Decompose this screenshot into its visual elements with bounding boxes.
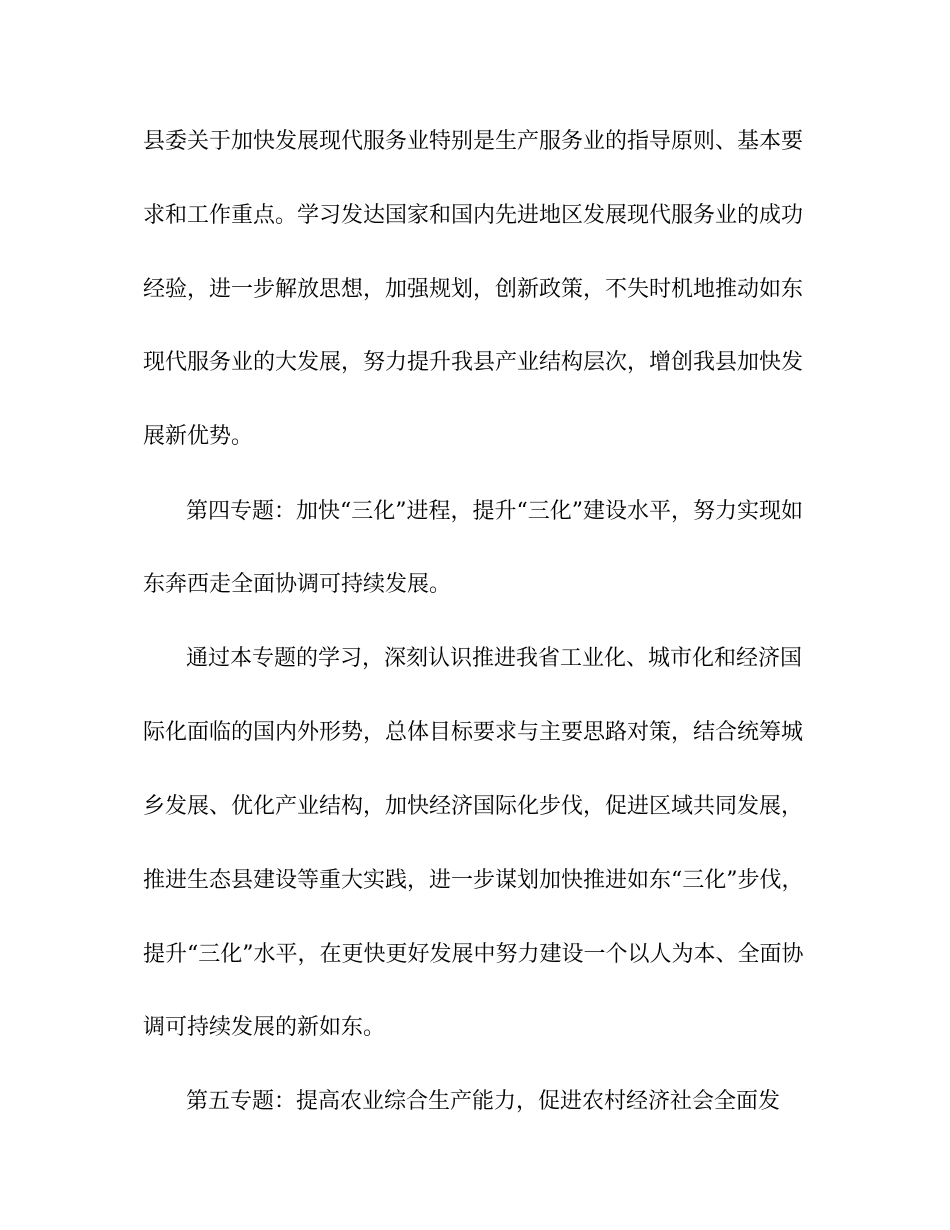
section-heading-5: 第五专题：提高农业综合生产能力，促进农村经济社会全面发	[186, 1089, 781, 1114]
text-line: 调可持续发展的新如东。	[143, 1015, 386, 1040]
paragraph-start: 通过本专题的学习，深刻认识推进我省工业化、城市化和经济国	[186, 646, 803, 671]
section-heading-4: 第四专题：加快“三化”进程，提升“三化”建设水平，努力实现如	[186, 499, 803, 524]
text-line: 提升“三化”水平，在更快更好发展中努力建设一个以人为本、全面协	[143, 942, 803, 967]
section-heading-4-continued: 东奔西走全面协调可持续发展。	[143, 572, 452, 597]
text-line: 展新优势。	[143, 424, 254, 449]
text-line: 求和工作重点。学习发达国家和国内先进地区发展现代服务业的成功	[143, 203, 803, 228]
text-line: 际化面临的国内外形势，总体目标要求与主要思路对策，结合统筹城	[143, 720, 803, 745]
text-line: 乡发展、优化产业结构，加快经济国际化步伐，促进区域共同发展，	[143, 794, 803, 819]
text-line: 现代服务业的大发展，努力提升我县产业结构层次，增创我县加快发	[143, 350, 803, 375]
text-line: 经验，进一步解放思想，加强规划，创新政策，不失时机地推动如东	[143, 277, 803, 302]
text-line: 县委关于加快发展现代服务业特别是生产服务业的指导原则、基本要	[143, 129, 803, 154]
text-line: 推进生态县建设等重大实践，进一步谋划加快推进如东“三化”步伐，	[143, 868, 803, 893]
